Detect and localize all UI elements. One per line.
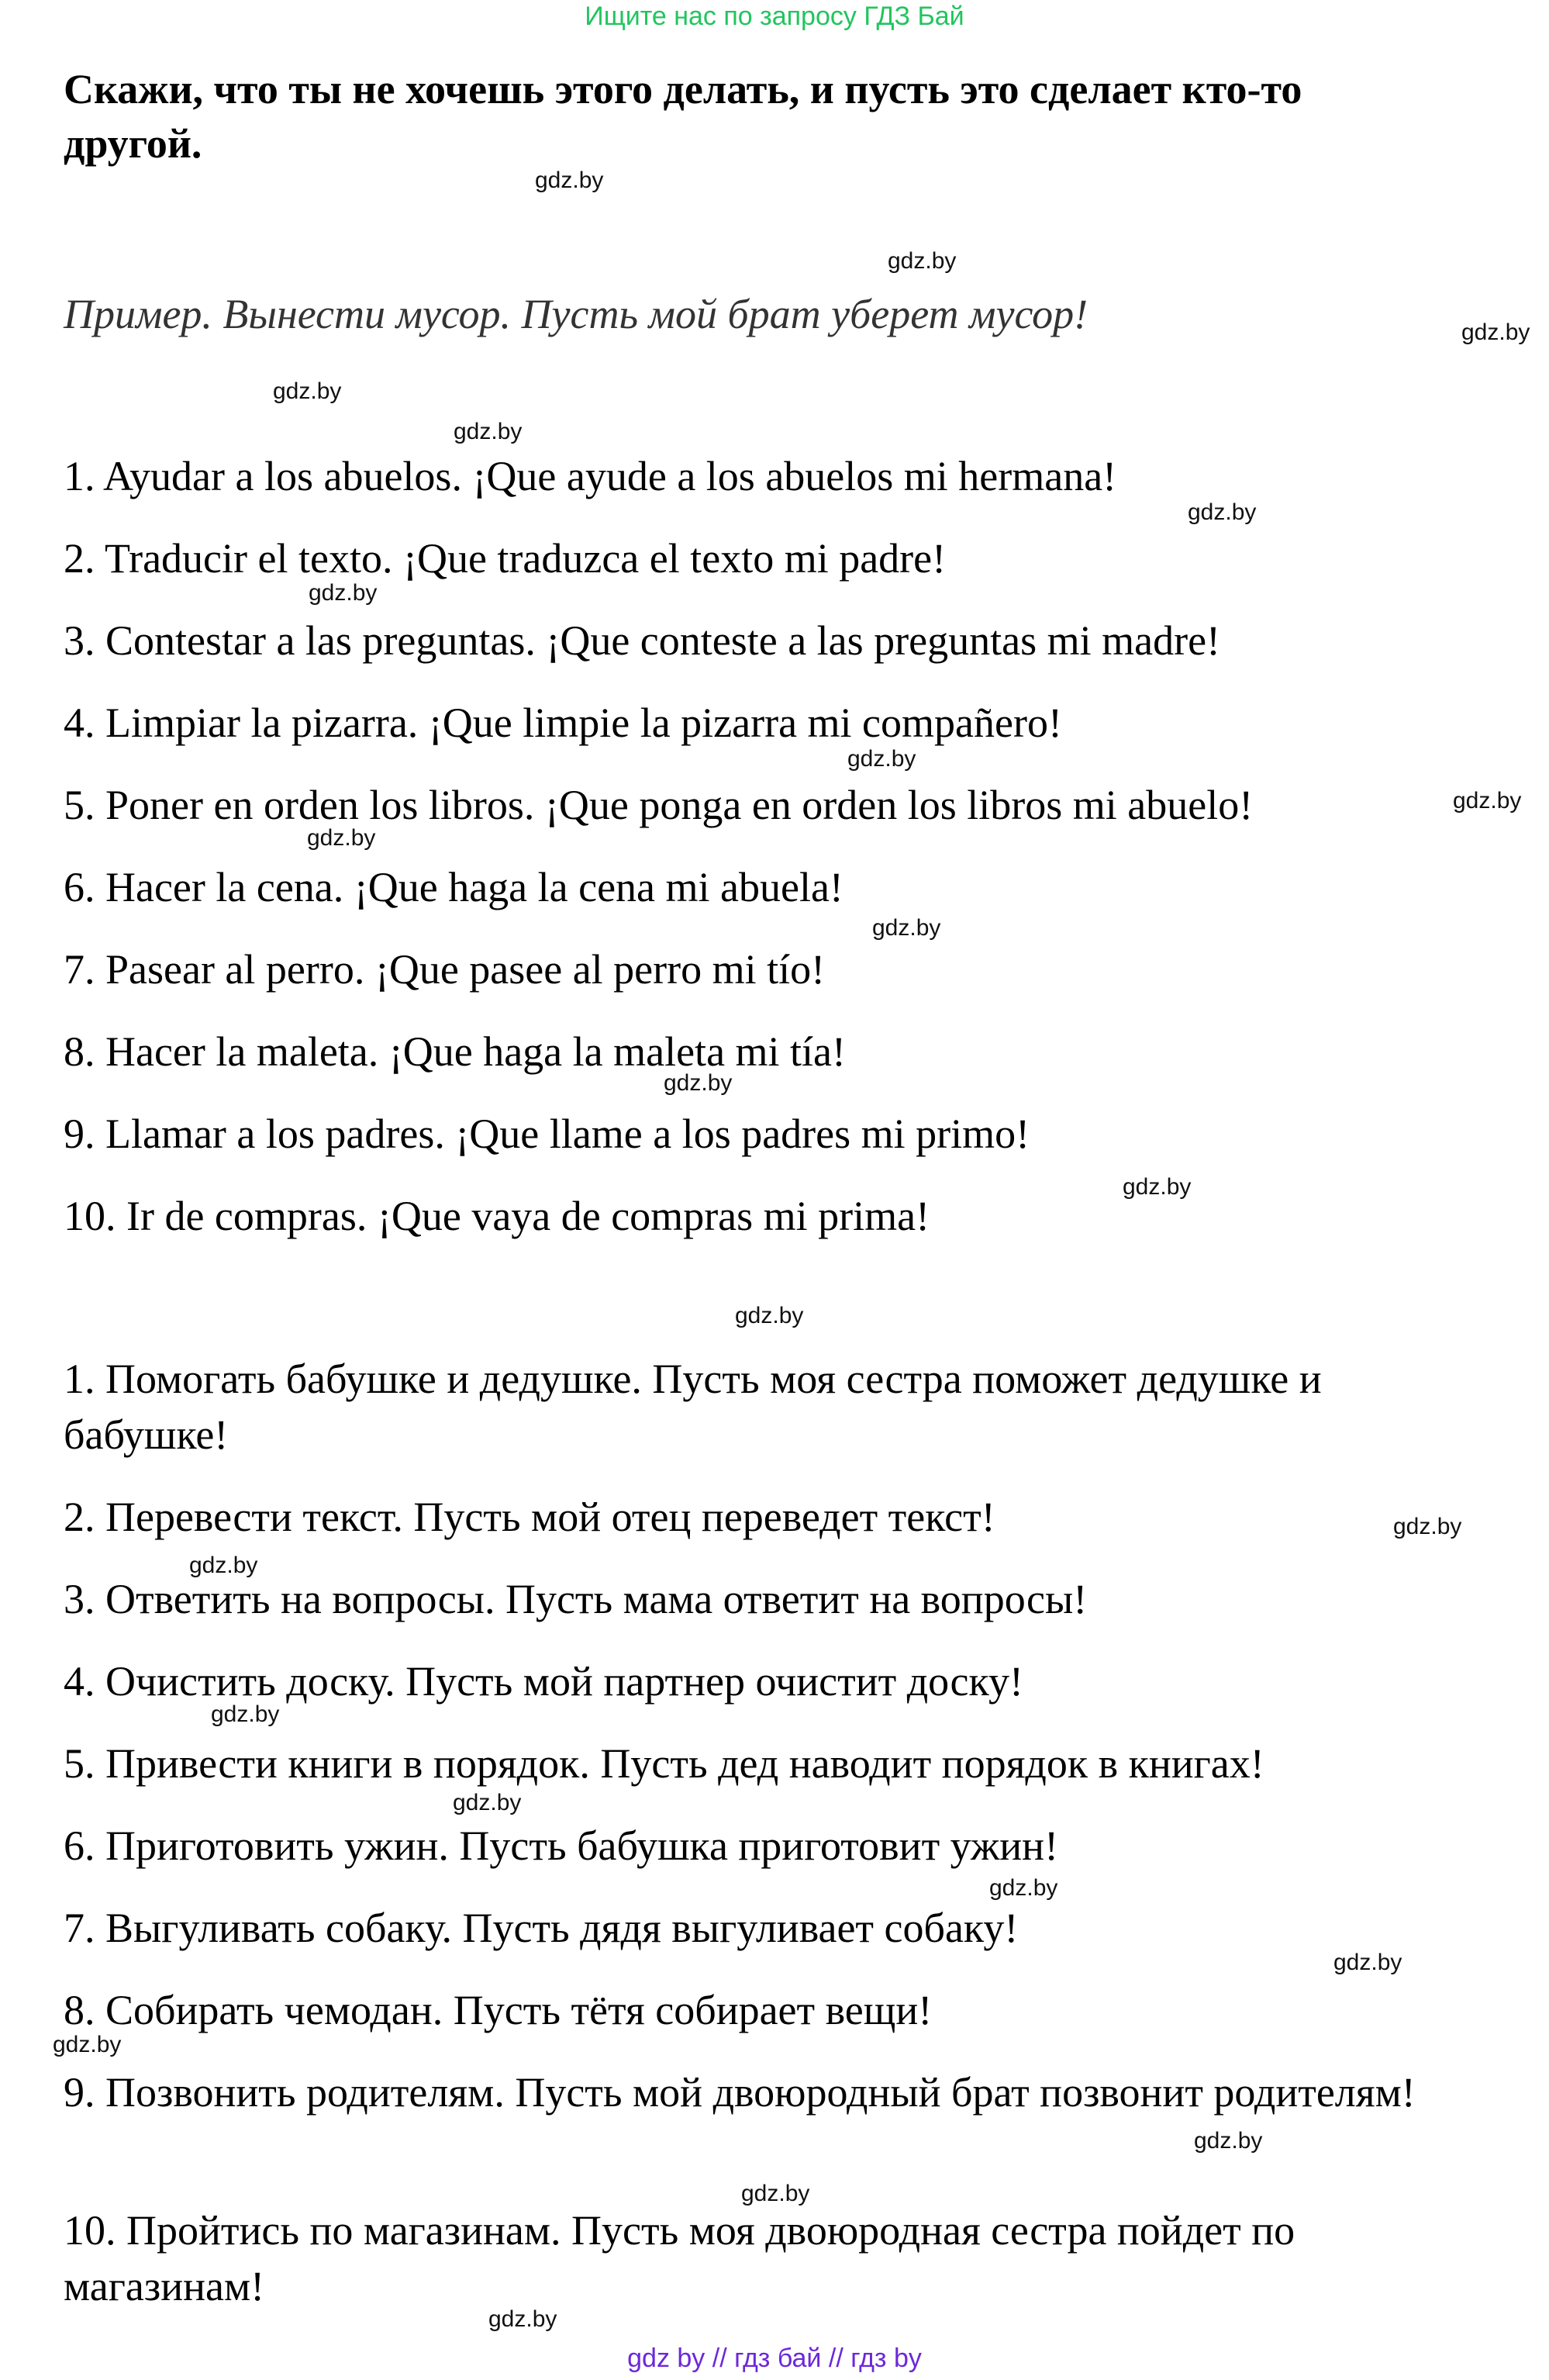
- task-title: Скажи, что ты не хочешь этого делать, и пусть это сделает кто-то другой.: [64, 66, 1302, 167]
- watermark: gdz.by: [273, 378, 342, 404]
- spanish-line-3: 3. Contestar a las preguntas. ¡Que conteste a las preguntas mi madre!: [64, 617, 1221, 664]
- watermark: gdz.by: [1188, 499, 1257, 525]
- russian-line-5: 5. Привести книги в порядок. Пусть дед наводит порядок в книгах!: [64, 1740, 1264, 1787]
- watermark: gdz.by: [989, 1875, 1058, 1901]
- watermark: gdz.by: [211, 1701, 280, 1727]
- task-example: Пример. Вынести мусор. Пусть мой брат уберет мусор!: [64, 291, 1088, 337]
- russian-line-6: 6. Приготовить ужин. Пусть бабушка приготовит ужин!: [64, 1822, 1059, 1869]
- watermark: gdz.by: [535, 168, 604, 193]
- watermark: gdz.by: [1461, 320, 1530, 345]
- watermark: gdz.by: [664, 1070, 733, 1096]
- watermark: gdz.by: [847, 746, 916, 772]
- spanish-line-7: 7. Pasear al perro. ¡Que pasee al perro mi tío!: [64, 946, 826, 993]
- watermark: gdz.by: [189, 1553, 258, 1578]
- spanish-line-6: 6. Hacer la cena. ¡Que haga la cena mi abuela!: [64, 864, 843, 910]
- watermark: gdz.by: [1194, 2128, 1263, 2154]
- russian-line-8: 8. Собирать чемодан. Пусть тётя собирает вещи!: [64, 1987, 933, 2033]
- watermark: gdz.by: [1453, 788, 1522, 813]
- watermark: gdz.by: [741, 2181, 810, 2206]
- watermark: gdz.by: [454, 419, 523, 444]
- spanish-line-1: 1. Ayudar a los abuelos. ¡Que ayude a los abuelos mi hermana!: [64, 453, 1117, 499]
- watermark: gdz.by: [309, 580, 378, 606]
- spanish-line-8: 8. Hacer la maleta. ¡Que haga la maleta mi tía!: [64, 1028, 846, 1075]
- footer-links[interactable]: gdz by // гдз бай // гдз by: [627, 2344, 922, 2373]
- spanish-line-4: 4. Limpiar la pizarra. ¡Que limpie la pizarra mi compañero!: [64, 699, 1062, 746]
- spanish-line-2: 2. Traducir el texto. ¡Que traduzca el texto mi padre!: [64, 535, 947, 582]
- watermark: gdz.by: [1123, 1174, 1192, 1200]
- russian-line-9: 9. Позвонить родителям. Пусть мой двоюродный брат позвонит родителям!: [64, 2069, 1416, 2116]
- watermark: gdz.by: [1393, 1514, 1462, 1539]
- russian-line-4: 4. Очистить доску. Пусть мой партнер очистит доску!: [64, 1658, 1023, 1705]
- watermark: gdz.by: [53, 2032, 122, 2057]
- watermark: gdz.by: [307, 825, 376, 851]
- header-link[interactable]: Ищите нас по запросу ГДЗ Бай: [585, 2, 964, 31]
- watermark: gdz.by: [735, 1303, 804, 1328]
- russian-line-3: 3. Ответить на вопросы. Пусть мама ответит на вопросы!: [64, 1576, 1088, 1622]
- russian-line-1: 1. Помогать бабушке и дедушке. Пусть моя сестра поможет дедушке и бабушке!: [64, 1356, 1322, 1458]
- watermark: gdz.by: [872, 915, 941, 941]
- watermark: gdz.by: [888, 248, 957, 274]
- spanish-line-5: 5. Poner en orden los libros. ¡Que ponga en orden los libros mi abuelo!: [64, 782, 1254, 828]
- watermark: gdz.by: [488, 2306, 557, 2332]
- watermark: gdz.by: [1333, 1950, 1402, 1975]
- watermark: gdz.by: [453, 1790, 522, 1815]
- russian-line-7: 7. Выгуливать собаку. Пусть дядя выгуливает собаку!: [64, 1905, 1019, 1951]
- russian-line-2: 2. Перевести текст. Пусть мой отец переведет текст!: [64, 1494, 995, 1540]
- russian-line-10: 10. Пройтись по магазинам. Пусть моя двоюродная сестра пойдет по магазинам!: [64, 2207, 1295, 2309]
- spanish-line-9: 9. Llamar a los padres. ¡Que llame a los padres mi primo!: [64, 1111, 1030, 1157]
- spanish-line-10: 10. Ir de compras. ¡Que vaya de compras mi prima!: [64, 1193, 930, 1239]
